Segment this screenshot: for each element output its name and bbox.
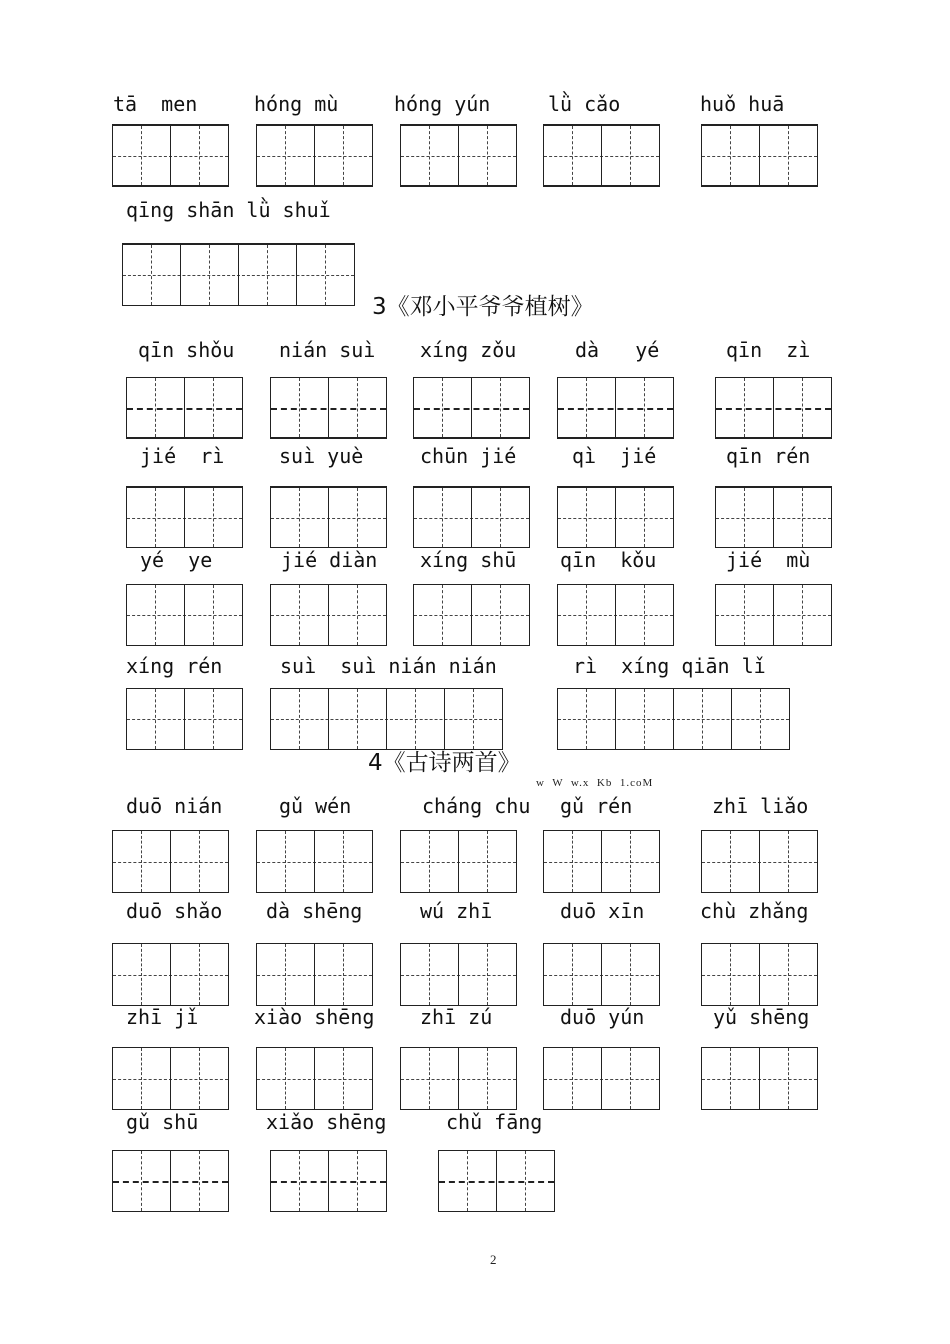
grid-cell-guide	[213, 378, 214, 437]
pinyin-label: yé ye	[140, 548, 213, 572]
writing-grid[interactable]	[112, 1150, 229, 1212]
grid-cell-divider	[615, 378, 616, 437]
writing-grid[interactable]	[112, 1047, 229, 1110]
writing-grid[interactable]	[701, 1047, 818, 1110]
grid-cell-guide	[357, 378, 358, 437]
writing-grid[interactable]	[122, 243, 355, 306]
writing-grid[interactable]	[112, 943, 229, 1006]
grid-cell-guide	[744, 585, 745, 645]
writing-grid[interactable]	[557, 377, 674, 439]
writing-grid[interactable]	[701, 830, 818, 893]
grid-cell-guide	[744, 378, 745, 437]
grid-cell-divider	[601, 944, 602, 1005]
writing-grid[interactable]	[701, 943, 818, 1006]
grid-cell-guide	[285, 126, 286, 185]
grid-cell-divider	[296, 245, 297, 305]
grid-cell-guide	[141, 1048, 142, 1109]
writing-grid[interactable]	[270, 486, 387, 548]
pinyin-label: xiào shēng	[254, 1005, 375, 1029]
grid-cell-guide	[730, 944, 731, 1005]
grid-cell-divider	[601, 1048, 602, 1109]
pinyin-label: cháng chu	[422, 794, 531, 818]
grid-cell-guide	[760, 689, 761, 749]
grid-cell-divider	[458, 944, 459, 1005]
section-title: 3《邓小平爷爷植树》	[372, 294, 594, 320]
grid-cell-guide	[525, 1151, 526, 1211]
grid-cell-guide	[141, 1151, 142, 1211]
grid-cell-guide	[586, 585, 587, 645]
grid-cell-divider	[458, 1048, 459, 1109]
pinyin-label: yǔ shēng	[713, 1005, 810, 1029]
grid-cell-guide	[199, 831, 200, 892]
pinyin-label: hóng mù	[254, 92, 339, 116]
grid-cell-divider	[314, 1048, 315, 1109]
grid-cell-guide	[630, 944, 631, 1005]
grid-cell-divider	[170, 1048, 171, 1109]
grid-cell-guide	[473, 689, 474, 749]
pinyin-label: xíng zǒu	[420, 338, 517, 362]
pinyin-label: zhī liǎo	[712, 794, 809, 818]
grid-cell-divider	[170, 944, 171, 1005]
grid-cell-guide	[155, 585, 156, 645]
writing-grid[interactable]	[270, 377, 387, 439]
grid-cell-guide	[442, 488, 443, 547]
grid-cell-divider	[314, 831, 315, 892]
grid-cell-guide	[442, 378, 443, 437]
grid-cell-guide	[199, 944, 200, 1005]
writing-grid[interactable]	[438, 1150, 555, 1212]
pinyin-label: duō nián	[126, 794, 223, 818]
pinyin-label: gǔ wén	[279, 794, 352, 818]
grid-cell-guide	[442, 585, 443, 645]
grid-cell-divider	[170, 831, 171, 892]
grid-cell-guide	[209, 245, 210, 305]
grid-cell-guide	[586, 378, 587, 437]
writing-grid[interactable]	[701, 124, 818, 187]
writing-grid[interactable]	[715, 377, 832, 439]
grid-cell-guide	[788, 126, 789, 185]
grid-cell-guide	[141, 831, 142, 892]
grid-cell-guide	[487, 831, 488, 892]
writing-grid[interactable]	[557, 584, 674, 646]
writing-grid[interactable]	[413, 584, 530, 646]
grid-cell-divider	[731, 689, 732, 749]
grid-cell-guide	[415, 689, 416, 749]
grid-cell-divider	[471, 585, 472, 645]
pinyin-label: nián suì	[279, 338, 376, 362]
writing-grid[interactable]	[400, 943, 517, 1006]
grid-cell-guide	[213, 585, 214, 645]
grid-cell-guide	[586, 488, 587, 547]
grid-cell-guide	[155, 488, 156, 547]
pinyin-label: suì suì nián nián	[280, 654, 497, 678]
grid-cell-divider	[170, 126, 171, 185]
pinyin-label: dà yé	[575, 338, 660, 362]
writing-grid[interactable]	[413, 377, 530, 439]
pinyin-label: xiǎo shēng	[266, 1110, 387, 1134]
grid-cell-guide	[299, 585, 300, 645]
grid-cell-guide	[429, 126, 430, 185]
pinyin-label: wú zhī	[420, 899, 493, 923]
pinyin-label: duō xīn	[560, 899, 645, 923]
grid-cell-divider	[328, 585, 329, 645]
grid-cell-guide	[572, 1048, 573, 1109]
pinyin-label: zhī zú	[420, 1005, 493, 1029]
writing-grid[interactable]	[270, 1150, 387, 1212]
writing-grid[interactable]	[112, 124, 229, 187]
writing-grid[interactable]	[126, 688, 243, 750]
writing-grid[interactable]	[270, 688, 503, 750]
grid-cell-guide	[572, 831, 573, 892]
grid-cell-guide	[802, 585, 803, 645]
grid-cell-divider	[328, 689, 329, 749]
grid-cell-guide	[730, 831, 731, 892]
grid-cell-guide	[500, 378, 501, 437]
grid-cell-divider	[496, 1151, 497, 1211]
grid-cell-divider	[601, 126, 602, 185]
pinyin-label: qīn zì	[726, 338, 811, 362]
grid-cell-guide	[213, 689, 214, 749]
grid-cell-divider	[615, 488, 616, 547]
writing-grid[interactable]	[400, 830, 517, 893]
grid-cell-guide	[586, 689, 587, 749]
grid-cell-guide	[487, 1048, 488, 1109]
grid-cell-guide	[429, 1048, 430, 1109]
grid-cell-guide	[299, 689, 300, 749]
pinyin-label: jié mù	[726, 548, 811, 572]
grid-cell-divider	[328, 378, 329, 437]
grid-cell-guide	[199, 1048, 200, 1109]
writing-grid[interactable]	[715, 486, 832, 548]
grid-cell-guide	[155, 689, 156, 749]
writing-grid[interactable]	[256, 124, 373, 187]
grid-cell-divider	[184, 488, 185, 547]
writing-grid[interactable]	[126, 584, 243, 646]
writing-grid[interactable]	[256, 830, 373, 893]
pinyin-label: rì xíng qiān lǐ	[573, 654, 766, 678]
pinyin-label: tā men	[113, 92, 198, 116]
grid-cell-guide	[702, 689, 703, 749]
grid-cell-guide	[788, 944, 789, 1005]
watermark-text: w W w.x Kb 1.coM	[536, 777, 654, 789]
grid-cell-divider	[601, 831, 602, 892]
writing-grid[interactable]	[543, 1047, 660, 1110]
grid-cell-guide	[788, 831, 789, 892]
grid-cell-guide	[343, 1048, 344, 1109]
pinyin-label: chūn jié	[420, 444, 517, 468]
grid-cell-guide	[285, 1048, 286, 1109]
grid-cell-divider	[773, 488, 774, 547]
writing-grid[interactable]	[557, 688, 790, 750]
grid-cell-divider	[170, 1151, 171, 1211]
pinyin-label: hóng yún	[394, 92, 491, 116]
grid-cell-guide	[343, 126, 344, 185]
grid-cell-divider	[184, 378, 185, 437]
grid-cell-divider	[615, 689, 616, 749]
pinyin-label: dà shēng	[266, 899, 363, 923]
grid-cell-divider	[471, 378, 472, 437]
grid-cell-guide	[285, 944, 286, 1005]
writing-grid[interactable]	[400, 1047, 517, 1110]
grid-cell-divider	[314, 126, 315, 185]
grid-cell-divider	[314, 944, 315, 1005]
grid-cell-guide	[630, 831, 631, 892]
grid-cell-divider	[328, 488, 329, 547]
grid-cell-divider	[759, 126, 760, 185]
grid-cell-divider	[773, 378, 774, 437]
grid-cell-guide	[199, 1151, 200, 1211]
pinyin-label: suì yuè	[279, 444, 364, 468]
pinyin-label: duō shǎo	[126, 899, 223, 923]
grid-cell-divider	[759, 944, 760, 1005]
grid-cell-guide	[487, 126, 488, 185]
pinyin-label: huǒ huā	[700, 92, 785, 116]
grid-cell-divider	[759, 831, 760, 892]
pinyin-label: qì jié	[572, 444, 657, 468]
grid-cell-guide	[141, 126, 142, 185]
grid-cell-divider	[386, 689, 387, 749]
grid-cell-guide	[487, 944, 488, 1005]
grid-cell-divider	[759, 1048, 760, 1109]
grid-cell-guide	[267, 245, 268, 305]
grid-cell-divider	[238, 245, 239, 305]
grid-cell-guide	[199, 126, 200, 185]
pinyin-label: qīn rén	[726, 444, 811, 468]
grid-cell-guide	[802, 488, 803, 547]
grid-cell-guide	[630, 1048, 631, 1109]
writing-grid[interactable]	[543, 124, 660, 187]
grid-cell-divider	[773, 585, 774, 645]
grid-cell-guide	[299, 488, 300, 547]
grid-cell-guide	[357, 488, 358, 547]
writing-grid[interactable]	[126, 486, 243, 548]
pinyin-label: jié diàn	[281, 548, 378, 572]
grid-cell-divider	[615, 585, 616, 645]
pinyin-label: qīn kǒu	[560, 548, 657, 572]
grid-cell-guide	[343, 831, 344, 892]
pinyin-label: jié rì	[140, 444, 225, 468]
grid-cell-guide	[644, 689, 645, 749]
grid-cell-divider	[328, 1151, 329, 1211]
grid-cell-guide	[299, 1151, 300, 1211]
writing-grid[interactable]	[543, 943, 660, 1006]
pinyin-label: xíng rén	[126, 654, 223, 678]
grid-cell-guide	[429, 944, 430, 1005]
grid-cell-divider	[184, 689, 185, 749]
page-number: 2	[490, 1252, 497, 1267]
grid-cell-guide	[155, 378, 156, 437]
writing-grid[interactable]	[126, 377, 243, 439]
grid-cell-guide	[802, 378, 803, 437]
grid-cell-divider	[180, 245, 181, 305]
grid-cell-guide	[467, 1151, 468, 1211]
grid-cell-guide	[730, 126, 731, 185]
grid-cell-guide	[630, 126, 631, 185]
grid-cell-divider	[471, 488, 472, 547]
grid-cell-guide	[357, 689, 358, 749]
grid-cell-divider	[184, 585, 185, 645]
grid-cell-guide	[730, 1048, 731, 1109]
grid-cell-guide	[343, 944, 344, 1005]
writing-grid[interactable]	[270, 584, 387, 646]
grid-cell-guide	[357, 585, 358, 645]
grid-cell-divider	[444, 689, 445, 749]
writing-grid[interactable]	[400, 124, 517, 187]
grid-cell-guide	[357, 1151, 358, 1211]
writing-grid[interactable]	[715, 584, 832, 646]
grid-cell-guide	[572, 126, 573, 185]
grid-cell-guide	[644, 488, 645, 547]
pinyin-label: xíng shū	[420, 548, 517, 572]
writing-grid[interactable]	[413, 486, 530, 548]
grid-cell-guide	[788, 1048, 789, 1109]
pinyin-label: chù zhǎng	[700, 899, 809, 923]
pinyin-label: gǔ shū	[126, 1110, 199, 1134]
writing-grid[interactable]	[543, 830, 660, 893]
pinyin-label: gǔ rén	[560, 794, 633, 818]
grid-cell-divider	[458, 126, 459, 185]
grid-cell-guide	[500, 488, 501, 547]
pinyin-label: lǜ cǎo	[548, 92, 621, 116]
pinyin-label: duō yún	[560, 1005, 645, 1029]
grid-cell-guide	[429, 831, 430, 892]
grid-cell-guide	[213, 488, 214, 547]
grid-cell-divider	[458, 831, 459, 892]
grid-cell-guide	[285, 831, 286, 892]
grid-cell-guide	[644, 378, 645, 437]
grid-cell-guide	[151, 245, 152, 305]
section-title: 4《古诗两首》	[368, 750, 521, 776]
writing-grid[interactable]	[256, 1047, 373, 1110]
writing-grid[interactable]	[112, 830, 229, 893]
grid-cell-guide	[325, 245, 326, 305]
grid-cell-guide	[141, 944, 142, 1005]
pinyin-label: qīng shān lǜ shuǐ	[126, 198, 331, 222]
grid-cell-guide	[299, 378, 300, 437]
grid-cell-guide	[572, 944, 573, 1005]
pinyin-label: qīn shǒu	[138, 338, 235, 362]
grid-cell-guide	[744, 488, 745, 547]
pinyin-label: chǔ fāng	[446, 1110, 543, 1134]
writing-grid[interactable]	[256, 943, 373, 1006]
writing-grid[interactable]	[557, 486, 674, 548]
grid-cell-guide	[644, 585, 645, 645]
grid-cell-divider	[673, 689, 674, 749]
grid-cell-guide	[500, 585, 501, 645]
pinyin-label: zhī jǐ	[126, 1005, 199, 1029]
